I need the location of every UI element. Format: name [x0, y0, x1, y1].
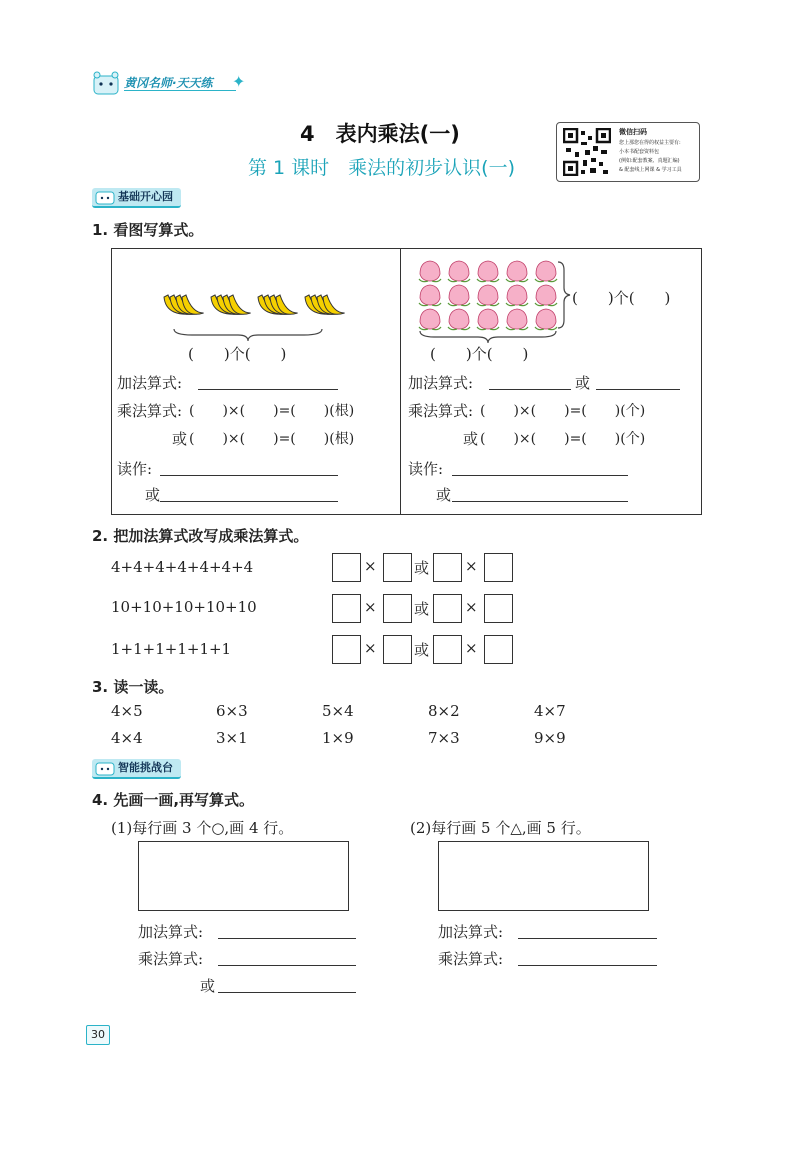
answer-box[interactable]: [433, 594, 462, 623]
right-add-or-blank[interactable]: [596, 373, 680, 390]
left-read-or: 或: [145, 486, 161, 504]
q3-expression: 6×3: [216, 702, 248, 720]
or-text: 或: [414, 641, 430, 659]
or-text: 或: [414, 559, 430, 577]
peach-grid: [418, 258, 588, 334]
answer-box[interactable]: [332, 635, 361, 664]
answer-box[interactable]: [433, 635, 462, 664]
right-mult-row1[interactable]: ( )×( )=( )(个): [480, 403, 646, 419]
brand-text: 黄冈名师·天天练: [124, 76, 213, 90]
answer-box[interactable]: [332, 594, 361, 623]
right-add-label: 加法算式:: [408, 374, 474, 392]
peach: [477, 285, 499, 306]
page-number: 30: [86, 1025, 110, 1045]
right-mult-row2[interactable]: ( )×( )=( )(个): [480, 431, 646, 447]
peach: [477, 261, 499, 282]
q4-drawing-area-2[interactable]: [438, 841, 649, 911]
qr-title: 微信扫码: [619, 128, 647, 136]
qr-line: 您上那您在得的权益主要有:: [619, 140, 681, 146]
left-mult-row1[interactable]: ( )×( )=( )(根): [189, 403, 355, 419]
banana-bunch: [211, 295, 251, 314]
right-mult-label: 乘法算式:: [408, 402, 474, 420]
left-add-blank[interactable]: [198, 373, 338, 390]
chapter-title: 4 表内乘法(一): [300, 122, 460, 146]
q2-heading: 2. 把加法算式改写成乘法算式。: [92, 527, 309, 545]
q1-divider: [400, 248, 401, 514]
times-sign: ×: [364, 598, 377, 616]
times-sign: ×: [364, 557, 377, 575]
peach: [506, 285, 528, 306]
q3-expression: 8×2: [428, 702, 460, 720]
section-title-basic: 基础开心园: [118, 190, 173, 203]
q4-drawing-area-1[interactable]: [138, 841, 349, 911]
answer-box[interactable]: [484, 594, 513, 623]
answer-box[interactable]: [484, 635, 513, 664]
right-mult-or: 或: [463, 430, 479, 448]
q4-part2: (2)每行画 5 个△,画 5 行。: [410, 819, 591, 837]
q1-heading: 1. 看图写算式。: [92, 221, 204, 239]
right-count-caption[interactable]: ( )个( ): [430, 345, 529, 363]
peach: [506, 309, 528, 330]
times-sign: ×: [465, 639, 478, 657]
banana-bunches: [160, 285, 355, 325]
peach: [535, 285, 557, 306]
q4-or-blank[interactable]: [218, 976, 356, 993]
qr-panel[interactable]: [556, 122, 700, 182]
section-badge-basic: [92, 188, 181, 208]
answer-box[interactable]: [383, 635, 412, 664]
right-add-blank[interactable]: [489, 373, 571, 390]
q4-add-blank[interactable]: [218, 922, 356, 939]
q4-mult-blank[interactable]: [218, 949, 356, 966]
peach: [419, 309, 441, 330]
section-badge-challenge: [92, 759, 181, 779]
q2-row-expression: 10+10+10+10+10: [111, 598, 257, 616]
right-side-caption[interactable]: ( )个( ): [572, 289, 671, 307]
q4-mult-label: 乘法算式:: [138, 950, 204, 968]
right-read-or-blank[interactable]: [452, 485, 628, 502]
q4-part1: (1)每行画 3 个○,画 4 行。: [111, 819, 294, 837]
right-read-blank[interactable]: [452, 459, 628, 476]
bear-icon: [95, 760, 115, 776]
answer-box[interactable]: [383, 553, 412, 582]
answer-box[interactable]: [332, 553, 361, 582]
q3-expression: 5×4: [322, 702, 354, 720]
peach: [448, 261, 470, 282]
times-sign: ×: [364, 639, 377, 657]
peach: [535, 309, 557, 330]
peach: [448, 309, 470, 330]
left-read-or-blank[interactable]: [160, 485, 338, 502]
bear-icon: [92, 70, 122, 96]
peach: [506, 261, 528, 282]
q3-expression: 7×3: [428, 729, 460, 747]
q3-expression: 4×4: [111, 729, 143, 747]
banana-bunch: [258, 295, 298, 314]
answer-box[interactable]: [484, 553, 513, 582]
qr-line: 小本书配套资料包: [619, 149, 660, 155]
left-mult-label: 乘法算式:: [117, 402, 183, 420]
q4-mult-label: 乘法算式:: [438, 950, 504, 968]
answer-box[interactable]: [383, 594, 412, 623]
section-title-challenge: 智能挑战台: [118, 761, 173, 774]
qr-line: & 配套线上网课 & 学习工具: [619, 167, 682, 173]
or-text: 或: [414, 600, 430, 618]
times-sign: ×: [465, 598, 478, 616]
q2-row-expression: 1+1+1+1+1+1: [111, 640, 232, 658]
q3-expression: 4×7: [534, 702, 566, 720]
lesson-title: 第 1 课时 乘法的初步认识(一): [248, 157, 515, 179]
q3-expression: 1×9: [322, 729, 354, 747]
peach: [419, 261, 441, 282]
bear-icon: [95, 189, 115, 205]
left-mult-or: 或: [172, 430, 188, 448]
q2-row-expression: 4+4+4+4+4+4+4: [111, 558, 254, 576]
times-sign: ×: [465, 557, 478, 575]
peach: [535, 261, 557, 282]
peach: [448, 285, 470, 306]
left-read-label: 读作:: [117, 460, 153, 478]
left-count-caption[interactable]: ( )个( ): [188, 345, 287, 363]
qr-line: (例如:配套教案、真题汇编): [619, 158, 680, 164]
banana-brace: [172, 327, 324, 343]
q4-add-label: 加法算式:: [438, 923, 504, 941]
sparkle-icon: ✦: [232, 72, 246, 91]
qr-code-icon[interactable]: [563, 128, 611, 176]
banana-bunch: [164, 295, 204, 314]
left-read-blank[interactable]: [160, 459, 338, 476]
q3-heading: 3. 读一读。: [92, 678, 174, 696]
right-read-label: 读作:: [408, 460, 444, 478]
right-add-or: 或: [575, 374, 591, 392]
q4-add-label: 加法算式:: [138, 923, 204, 941]
peach: [477, 309, 499, 330]
peach: [419, 285, 441, 306]
q3-expression: 3×1: [216, 729, 248, 747]
q4-or: 或: [200, 977, 216, 995]
q4-heading: 4. 先画一画,再写算式。: [92, 791, 255, 809]
left-mult-row2[interactable]: ( )×( )=( )(根): [189, 431, 355, 447]
right-read-or: 或: [436, 486, 452, 504]
q4-add-blank[interactable]: [518, 922, 657, 939]
peach-brace: [418, 330, 558, 344]
left-add-label: 加法算式:: [117, 374, 183, 392]
q3-expression: 4×5: [111, 702, 143, 720]
banana-bunch: [305, 295, 345, 314]
answer-box[interactable]: [433, 553, 462, 582]
q4-mult-blank[interactable]: [518, 949, 657, 966]
brand-logo: [92, 70, 246, 96]
q3-expression: 9×9: [534, 729, 566, 747]
